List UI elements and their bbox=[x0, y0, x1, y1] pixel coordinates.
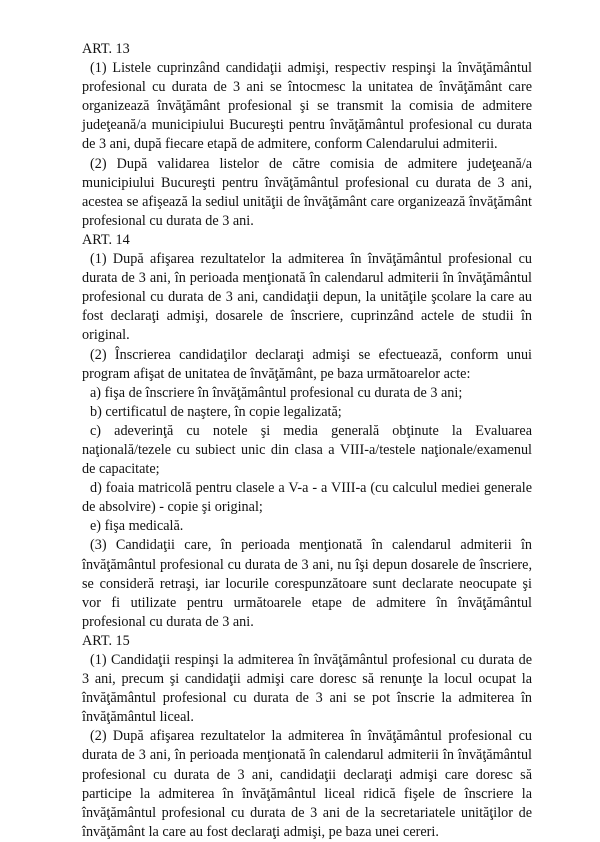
article-13-paragraph-2: (2) După validarea listelor de către comisia de admitere judeţeană/a municipiului Bucureşti pentru învăţământul profesional cu durata de 3 ani, acestea se afişează la sediul unităţii de învăţământ care organizează învăţământ profesional cu durata de 3 ani. bbox=[82, 155, 532, 229]
article-14-item-c: c) adeverinţă cu notele şi media generală obţinute la Evaluarea naţională/tezele cu subiect unic din clasa a VIII-a/testele naţionale/examenul de capacitate; bbox=[82, 422, 532, 478]
article-14-item-b: b) certificatul de naştere, în copie legalizată; bbox=[90, 403, 342, 420]
article-13-paragraph-1: (1) Listele cuprinzând candidaţii admişi, respectiv respinşi la învăţământul profesional cu durata de 3 ani se întocmesc la unitatea de învăţământ care organizează învăţământ profesional şi se transmit la comisia de admitere judeţeană/a municipiului Bucureşti pentru învăţământul profesional cu durata de 3 ani, după fiecare etapă de admitere, conform Calendarului admiterii. bbox=[82, 60, 532, 153]
article-13-heading: ART. 13 bbox=[82, 41, 130, 57]
article-14-paragraph-1: (1) După afişarea rezultatelor la admiterea în învăţământul profesional cu durata de 3 ani, în perioada menţionată în calendarul admiterii în învăţământul profesional cu durata de 3 ani, candidaţii depun, la unităţile şcolare la care au fost declaraţi admişi, dosarele de înscriere, cuprinzând actele de studii în original. bbox=[82, 251, 532, 344]
article-14-paragraph-2: (2) Înscrierea candidaţilor declaraţi admişi se efectuează, conform unui program afişat de unitatea de învăţământ, pe baza următoarelor acte: bbox=[82, 346, 532, 382]
article-15-paragraph-1: (1) Candidaţii respinşi la admiterea în învăţământul profesional cu durata de 3 ani, precum şi candidaţii admişi care doresc să renunţe la locul ocupat la învăţământul profesional cu durata de 3 ani se pot înscrie la admiterea în învăţământul liceal. bbox=[82, 652, 532, 726]
article-14-item-d: d) foaia matricolă pentru clasele a V-a - a VIII-a (cu calculul mediei generale de absolvire) - copie şi original; bbox=[82, 480, 532, 516]
article-15-heading: ART. 15 bbox=[82, 632, 130, 649]
article-14-item-a: a) fişa de înscriere în învăţământul profesional cu durata de 3 ani; bbox=[90, 384, 463, 401]
article-14-heading: ART. 14 bbox=[82, 231, 130, 248]
article-14-paragraph-3: (3) Candidaţii care, în perioada menţionată în calendarul admiterii în învăţământul profesional cu durata de 3 ani, nu îşi depun dosarele de înscriere, se consideră retraşi, iar locurile corespunzătoare sunt declarate neocupate şi vor fi utilizate pentru următoarele etape de admitere în învăţământul profesional cu durata de 3 ani. bbox=[82, 537, 532, 630]
document-page bbox=[82, 40, 532, 842]
article-15-paragraph-2: (2) După afişarea rezultatelor la admiterea în învăţământul profesional cu durata de 3 ani, în perioada menţionată în calendarul admiterii în învăţământul profesional cu durata de 3 ani, candidaţii declaraţi admişi care doresc să participe la admiterea în învăţământul liceal ridică fişele de înscriere la învăţământul profesional cu durata de 3 ani de la secretariatele unităţilor de învăţământ la care au fost declaraţi admişi, pe baza unei cereri. bbox=[82, 728, 532, 840]
article-14-item-e: e) fişa medicală. bbox=[90, 518, 184, 535]
